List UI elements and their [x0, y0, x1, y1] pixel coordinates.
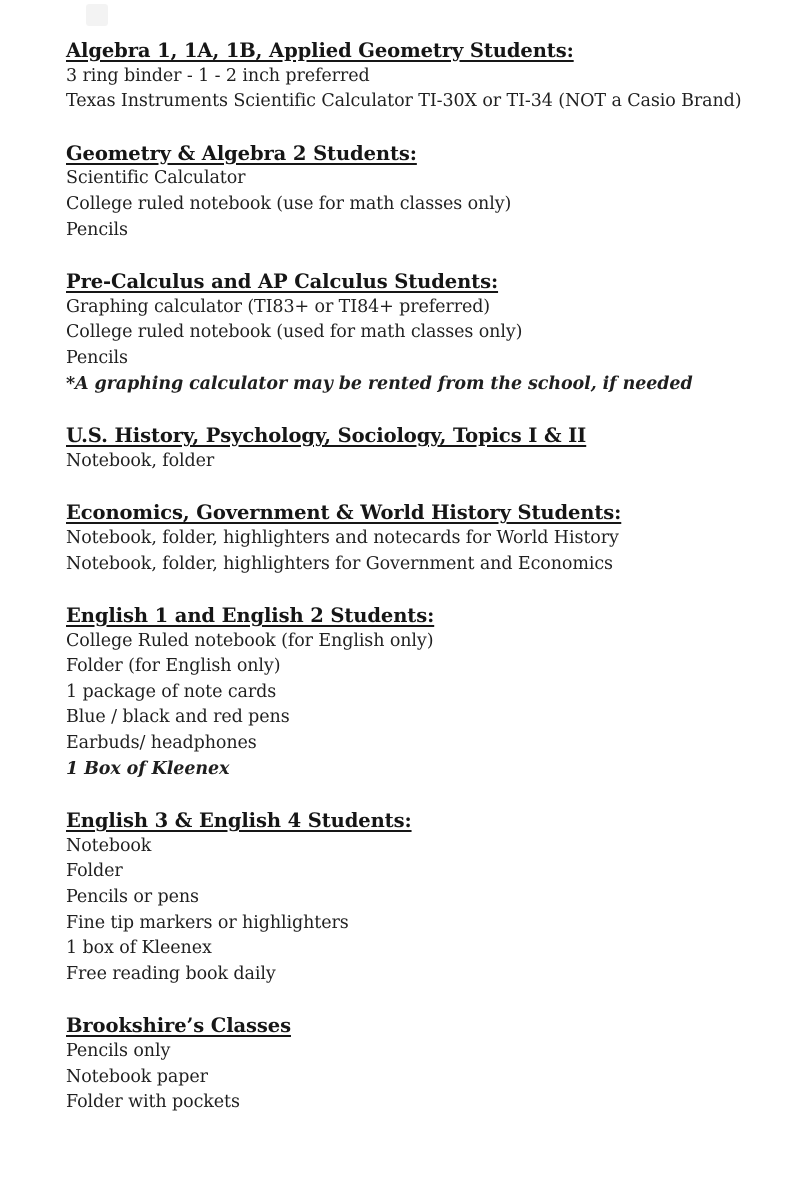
list-item: Graphing calculator (TI83+ or TI84+ preferred) — [66, 296, 491, 317]
list-item: Notebook, folder, highlighters for Government and Economics — [66, 553, 613, 574]
list-item: Fine tip markers or highlighters — [66, 912, 349, 933]
section-us-history — [66, 423, 786, 474]
list-item: Folder (for English only) — [66, 656, 281, 677]
list-item: Pencils — [66, 347, 128, 368]
list-item: Blue / black and red pens — [66, 707, 290, 728]
section-heading: English 3 & English 4 Students: — [66, 809, 412, 833]
list-item: College ruled notebook (used for math classes only) — [66, 322, 523, 343]
list-item: Pencils — [66, 219, 128, 240]
section-heading: Algebra 1, 1A, 1B, Applied Geometry Students: — [66, 39, 574, 62]
list-item: Scientific Calculator — [66, 168, 246, 189]
list-item: Pencils or pens — [66, 887, 199, 908]
list-item: College ruled notebook (use for math classes only) — [66, 193, 512, 214]
section-heading: Brookshire’s Classes — [66, 1014, 291, 1038]
list-item: College Ruled notebook (for English only) — [66, 630, 434, 651]
section-note: 1 Box of Kleenex — [66, 758, 230, 779]
list-item: Texas Instruments Scientific Calculator TI-30X or TI-34 (NOT a Casio Brand) — [66, 91, 742, 112]
list-item: Notebook — [66, 835, 152, 856]
section-english-1-2 — [66, 603, 786, 782]
list-item: 1 box of Kleenex — [66, 938, 212, 959]
section-algebra-1 — [66, 38, 786, 115]
section-heading: Economics, Government & World History Students: — [66, 501, 622, 525]
list-item: Earbuds/ headphones — [66, 733, 257, 754]
list-item: 3 ring binder - 1 - 2 inch preferred — [66, 65, 370, 86]
supply-list — [66, 38, 786, 1142]
list-item: 1 package of note cards — [66, 681, 277, 702]
section-heading: U.S. History, Psychology, Sociology, Topics I & II — [66, 424, 587, 448]
section-brookshire — [66, 1013, 786, 1115]
list-item: Notebook paper — [66, 1066, 208, 1087]
section-note: *A graphing calculator may be rented from the school, if needed — [66, 373, 693, 394]
list-item: Notebook, folder — [66, 450, 215, 471]
list-item: Folder with pockets — [66, 1092, 240, 1113]
scan-artifact — [86, 4, 108, 26]
section-heading: Pre-Calculus and AP Calculus Students: — [66, 270, 499, 294]
section-pre-calculus — [66, 269, 786, 397]
list-item: Pencils only — [66, 1041, 171, 1061]
section-geometry-algebra-2 — [66, 141, 786, 243]
section-heading: English 1 and English 2 Students: — [66, 604, 435, 628]
list-item: Notebook, folder, highlighters and notecards for World History — [66, 527, 619, 548]
section-economics-government — [66, 500, 786, 577]
section-heading: Geometry & Algebra 2 Students: — [66, 141, 417, 165]
section-english-3-4 — [66, 808, 786, 987]
list-item: Free reading book daily — [66, 963, 276, 984]
list-item: Folder — [66, 861, 123, 882]
